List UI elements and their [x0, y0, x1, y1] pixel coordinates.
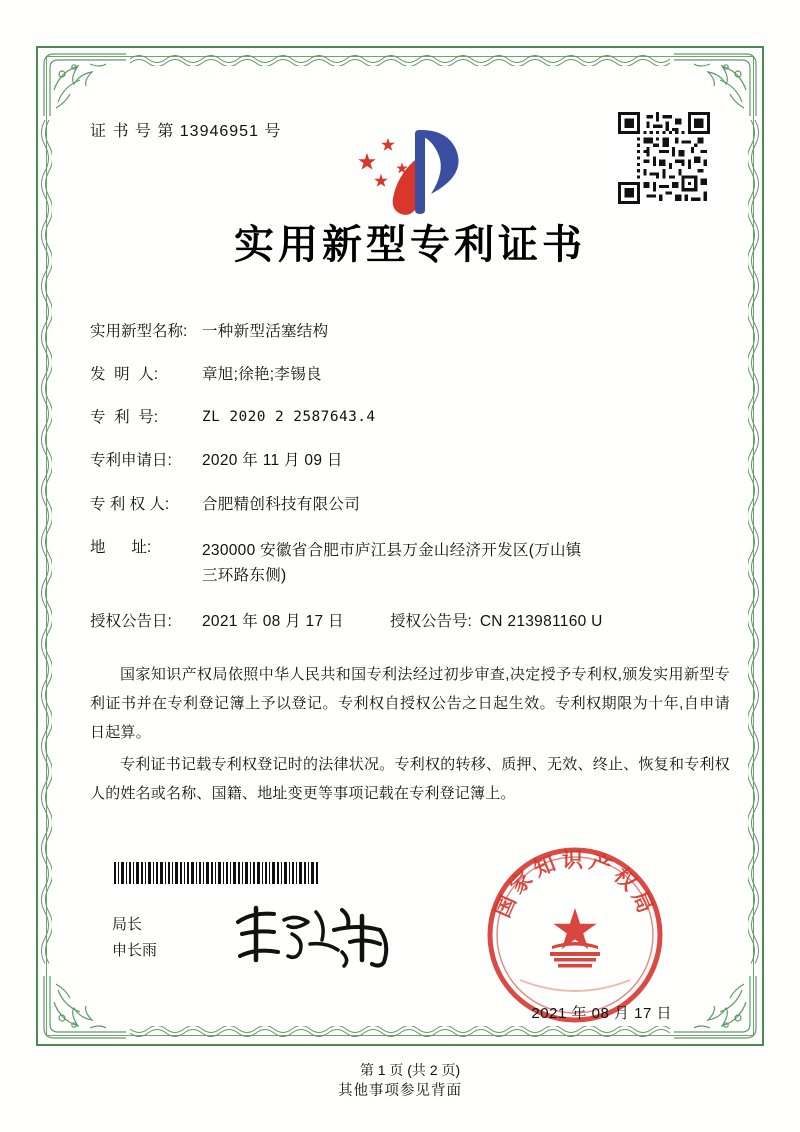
field-row-patent-number	[90, 408, 730, 428]
field-row-application-date	[90, 451, 730, 471]
corner-ornament-bottom-right	[670, 972, 760, 1042]
signature-role: 局长	[112, 916, 143, 933]
field-row-address	[90, 538, 730, 589]
page-indicator: 第 1 页 (共 2 页)	[359, 1062, 461, 1078]
field-label: 地 址:	[90, 538, 152, 556]
field-value: 一种新型活塞结构	[202, 323, 329, 340]
qr-code-icon	[618, 112, 710, 204]
field-list	[90, 322, 730, 632]
field-value: 章旭;徐艳;李锡良	[202, 366, 322, 384]
field-value: 2020 年 11 月 09 日	[202, 452, 343, 470]
border-ornament-top	[130, 52, 670, 66]
legal-paragraph-2: 专利证书记载专利权登记时的法律状况。专利权的转移、质押、无效、终止、恢复和专利权人的姓名或名称、国籍、地址变更等事项记载在专利登记簿上。	[90, 755, 730, 802]
footer-note: 其他事项参见背面	[338, 1083, 462, 1099]
page-title: 实用新型专利证书	[234, 222, 586, 268]
field-label: 专 利 号:	[90, 409, 159, 427]
field-label: 授权公告日:	[90, 612, 172, 630]
barcode	[112, 862, 322, 884]
field-value: CN 213981160 U	[479, 612, 603, 630]
signature-block	[112, 912, 157, 963]
field-label: 实用新型名称:	[90, 323, 188, 340]
field-label: 专利申请日:	[90, 452, 172, 470]
certificate-content	[90, 100, 730, 1078]
border-ornament-right	[748, 120, 762, 972]
field-row-grant	[90, 612, 730, 632]
field-value: 合肥精创科技有限公司	[202, 495, 361, 513]
legal-text	[90, 660, 730, 808]
field-value: 2021 年 08 月 17 日	[202, 612, 344, 630]
legal-paragraph-1: 国家知识产权局依照中华人民共和国专利法经过初步审查,决定授予专利权,颁发实用新型专利证书并在专利登记簿上予以登记。专利权自授权公告之日起生效。专利权期限为十年,自申请日起算。	[90, 665, 730, 742]
certificate-number: 证 书 号 第 13946951 号	[90, 123, 282, 140]
field-label: 发 明 人:	[90, 366, 159, 384]
address-line-1: 230000 安徽省合肥市庐江县万金山经济开发区(万山镇	[202, 541, 582, 559]
field-label: 授权公告号:	[390, 612, 472, 630]
grant-number-group	[390, 612, 603, 632]
field-value	[202, 538, 730, 589]
border-ornament-left	[38, 120, 52, 972]
grant-date-group	[90, 612, 390, 632]
cnipa-logo-icon	[345, 114, 470, 224]
svg-text:国家知识产权局: 国家知识产权局	[490, 847, 660, 922]
address-line-2: 三环路东侧)	[202, 567, 287, 585]
field-row-inventors	[90, 365, 730, 385]
signature-name: 申长雨	[112, 941, 158, 959]
seal-date: 2021 年 08 月 17 日	[531, 1005, 672, 1022]
handwritten-signature-icon	[230, 900, 420, 970]
field-label: 专 利 权 人:	[90, 495, 170, 513]
corner-ornament-bottom-left	[40, 972, 130, 1042]
field-row-patentee	[90, 495, 730, 515]
field-value: ZL 2020 2 2587643.4	[202, 409, 376, 426]
field-row-name	[90, 322, 730, 342]
